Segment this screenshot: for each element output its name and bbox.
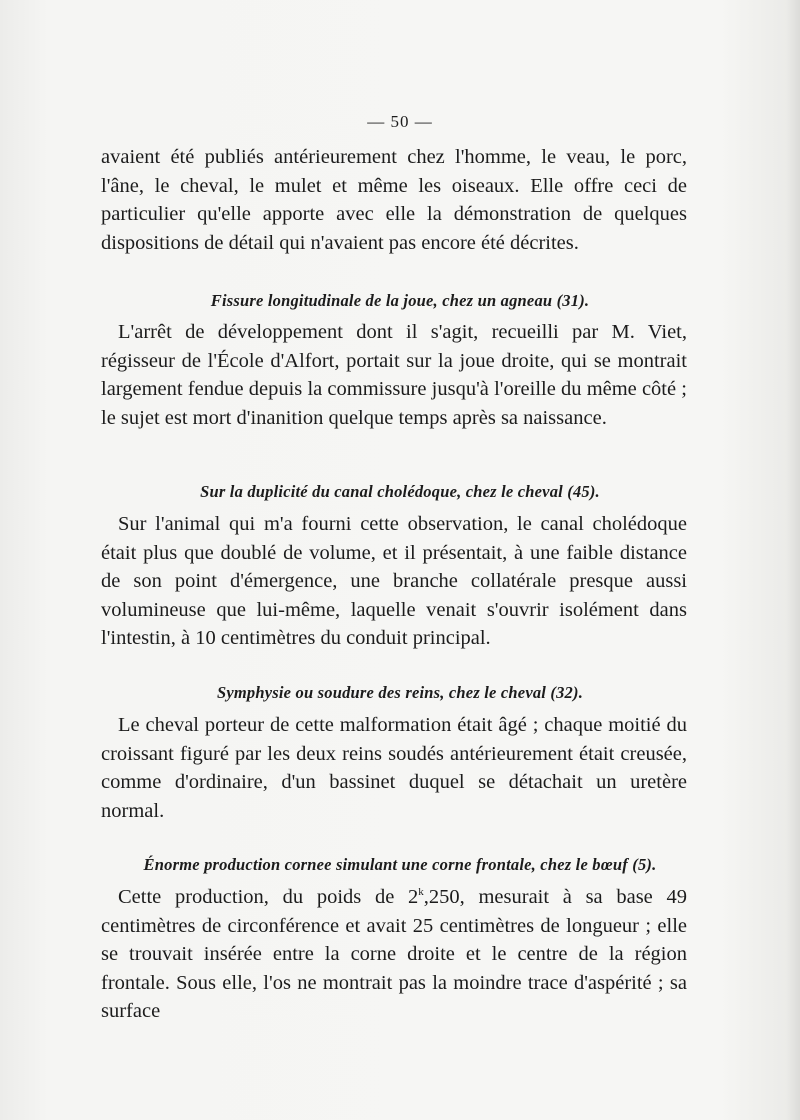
section-heading-bile-duct: Sur la duplicité du canal cholédoque, chez le cheval (45). <box>200 482 600 501</box>
kilogram-superscript: k <box>418 886 424 899</box>
paragraph-cheek-fissure: L'arrêt de développement dont il s'agit, recueilli par M. Viet, régisseur de l'École d'Alfort, portait sur la joue droite, qui se montrait largement fendue depuis la commissure jusqu'à l'oreille du même côté ; le sujet est mort d'inanition quelque temps après sa naissance. <box>101 321 687 429</box>
section-heading-cheek-fissure: Fissure longitudinale de la joue, chez un agneau (31). <box>210 291 590 310</box>
horn-text-part1: Cette production, du poids de 2 <box>118 886 419 908</box>
horn-text-part2: ,250, mesurait à sa base 49 centimètres de circonférence et avait 25 centimètres de longueur ; elle se trouvait insérée entre la corne droite et le centre de la région frontale. Sous elle, l'os ne montrait pas la moindre trace d'aspérité ; sa surface <box>101 886 687 1022</box>
paragraph-kidney-fusion: Le cheval porteur de cette malformation était âgé ; chaque moitié du croissant figuré par les deux reins soudés antérieurement était creusée, comme d'ordinaire, d'un bassinet duquel se détachait un uretère normal. <box>101 714 687 822</box>
paragraph-bile-duct: Sur l'animal qui m'a fourni cette observation, le canal cholédoque était plus que doublé de volume, et il présentait, à une faible distance de son point d'émergence, une branche collatérale presque aussi volumineuse que lui-même, laquelle venait s'ouvrir isolément dans l'intestin, à 10 centimètres du conduit principal. <box>101 513 687 649</box>
section-heading-kidney-fusion: Symphysie ou soudure des reins, chez le cheval (32). <box>216 683 584 702</box>
paragraph-continuation: avaient été publiés antérieurement chez l'homme, le veau, le porc, l'âne, le cheval, le mulet et même les oiseaux. Elle offre ceci de particulier qu'elle apporte avec elle la démonstration de quelques dispositions de détail qui n'avaient pas encore été décrites. <box>101 146 687 254</box>
page-number: — 50 — <box>367 112 433 131</box>
page-edge-shadow <box>786 0 800 1120</box>
section-heading-horn-growth: Énorme production cornee simulant une corne frontale, chez le bœuf (5). <box>143 855 657 874</box>
paragraph-horn-growth <box>101 883 687 1026</box>
